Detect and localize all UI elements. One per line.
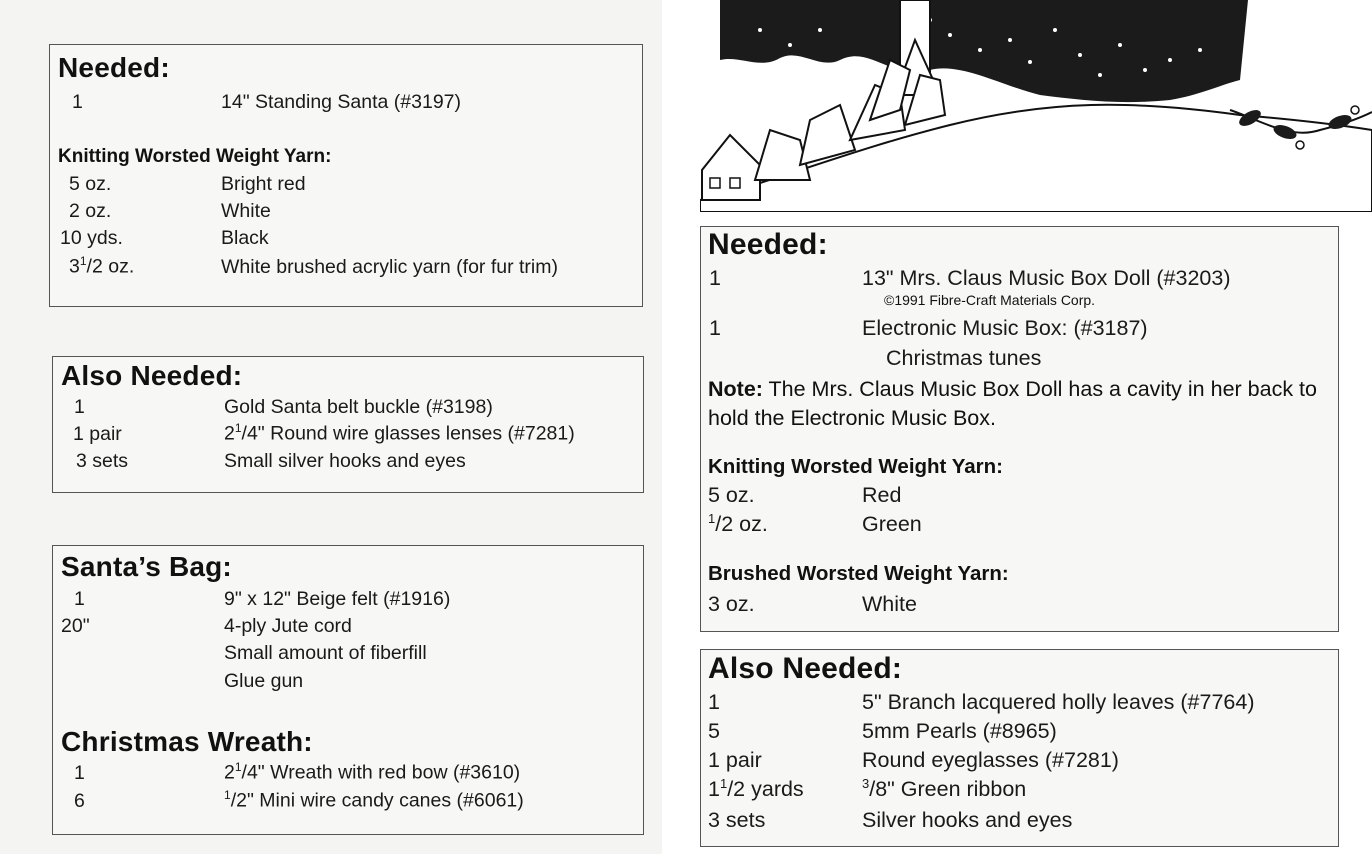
qty: 20" — [61, 615, 90, 637]
christmas-wreath-title: Christmas Wreath: — [61, 726, 313, 757]
qty: 1 — [709, 316, 721, 340]
item-desc: Green — [862, 512, 922, 536]
qty: 2 oz. — [69, 200, 112, 222]
qty: 1 — [74, 396, 85, 418]
item-desc: Bright red — [221, 173, 306, 195]
item-desc: 4-ply Jute cord — [224, 615, 352, 637]
copyright-note: ©1991 Fibre-Craft Materials Corp. — [884, 292, 1096, 308]
item-desc: Black — [221, 227, 269, 249]
item-desc: 9" x 12" Beige felt (#1916) — [224, 588, 451, 610]
item-desc: White — [862, 592, 917, 616]
item-desc: $2^1/4$" Wreath with red bow (#3610) — [224, 760, 521, 784]
qty: 1 — [709, 266, 721, 290]
item-desc: 13" Mrs. Claus Music Box Doll (#3203) — [862, 266, 1231, 290]
qty: 1 — [74, 762, 85, 784]
qty: 1 pair — [708, 748, 762, 772]
right-brushed-heading: Brushed Worsted Weight Yarn: — [708, 562, 1009, 585]
item-desc: Christmas tunes — [886, 346, 1042, 370]
right-also-needed-title: Also Needed: — [708, 652, 903, 685]
qty: $^1$/2 oz. — [708, 511, 768, 537]
left-also-needed-title: Also Needed: — [61, 360, 243, 391]
qty: 1 pair — [73, 423, 122, 445]
qty: $1^1/2$ yards — [708, 776, 804, 802]
qty: 1 — [72, 91, 83, 113]
item-desc: 14" Standing Santa (#3197) — [221, 91, 462, 113]
right-knit-heading: Knitting Worsted Weight Yarn: — [708, 455, 1003, 478]
item-desc: White — [221, 200, 271, 222]
qty: 3 sets — [708, 808, 766, 832]
item-desc: 5" Branch lacquered holly leaves (#7764) — [862, 690, 1255, 714]
qty: 6 — [74, 790, 85, 812]
item-desc: Red — [862, 483, 902, 507]
qty: 1 — [708, 690, 720, 714]
item-desc: Electronic Music Box: (#3187) — [862, 316, 1148, 340]
note-text: Note: The Mrs. Claus Music Box Doll has a cavity in her back to hold the Electronic Music Box. — [708, 377, 1317, 430]
item-desc: 5mm Pearls (#8965) — [862, 719, 1057, 743]
item-desc: Silver hooks and eyes — [862, 808, 1073, 832]
qty: 5 oz. — [708, 483, 755, 507]
item-desc: Small amount of fiberfill — [224, 642, 427, 664]
item-desc: Glue gun — [224, 670, 304, 692]
qty: 10 yds. — [60, 227, 123, 249]
item-desc: Gold Santa belt buckle (#3198) — [224, 396, 493, 418]
santas-bag-title: Santa’s Bag: — [61, 551, 232, 582]
item-desc: Round eyeglasses (#7281) — [862, 748, 1119, 772]
left-page — [0, 0, 662, 854]
qty: 5 — [708, 719, 720, 743]
item-desc: $^1$/2" Mini wire candy canes (#6061) — [224, 788, 524, 812]
item-desc: $2^1/4$" Round wire glasses lenses (#7281) — [224, 421, 575, 445]
qty: 5 oz. — [69, 173, 112, 195]
right-needed-title: Needed: — [708, 228, 828, 261]
item-desc: Small silver hooks and eyes — [224, 450, 466, 472]
qty: 3 sets — [76, 450, 129, 472]
right-also-content — [662, 0, 1372, 854]
qty: $3^1/2$ oz. — [69, 254, 135, 278]
left-needed-title: Needed: — [58, 52, 170, 83]
item-desc: White brushed acrylic yarn (for fur trim) — [221, 256, 558, 278]
item-desc: $^3$/8" Green ribbon — [862, 776, 1027, 802]
left-yarn-heading: Knitting Worsted Weight Yarn: — [58, 146, 332, 167]
qty: 1 — [74, 588, 85, 610]
qty: 3 oz. — [708, 592, 755, 616]
